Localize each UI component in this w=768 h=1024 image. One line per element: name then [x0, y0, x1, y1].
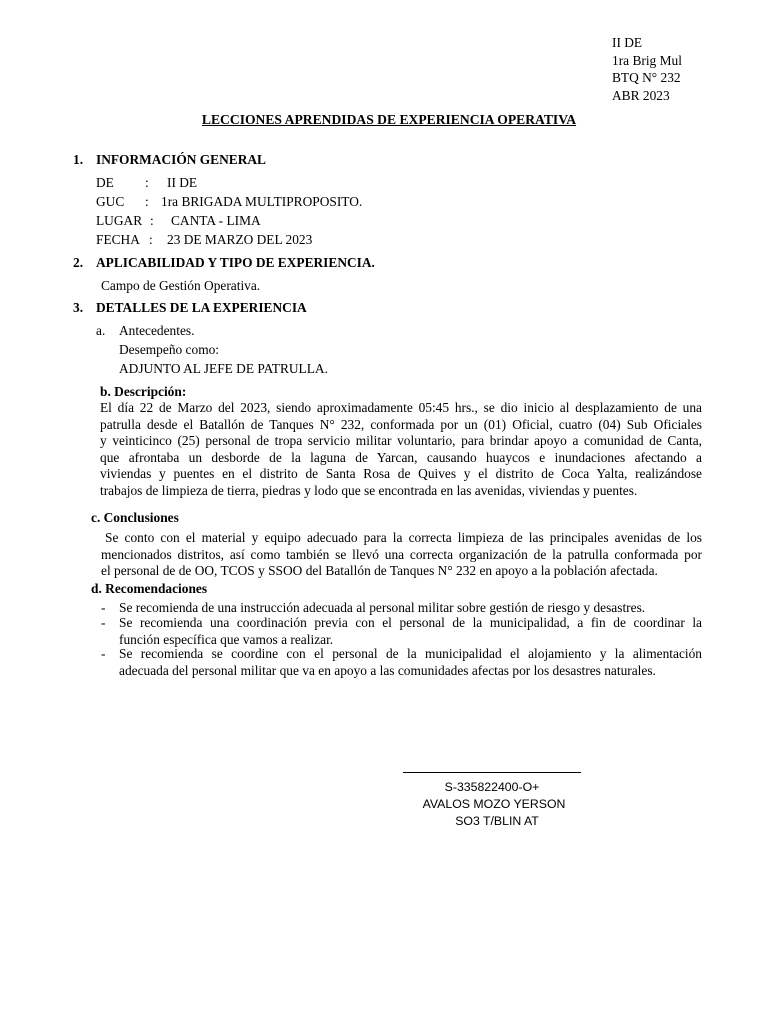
- field-value-lugar: CANTA - LIMA: [171, 213, 261, 228]
- section-3-heading: DETALLES DE LA EXPERIENCIA: [96, 300, 307, 315]
- subsection-a-role-label: Desempeño como:: [119, 342, 220, 357]
- subsection-b-heading: b. Descripción:: [100, 384, 187, 399]
- recommendation-text: [119, 615, 702, 648]
- section-2-heading: APLICABILIDAD Y TIPO DE EXPERIENCIA.: [96, 255, 375, 270]
- description-line: trabajos de limpieza de tierra, piedras y lodo que se encontrada en las avenidas, viviendas y puentes.: [100, 482, 638, 498]
- conclusion-line: mencionados distritos, así como también se llevó una correcta organización de la patrulla conformada por: [101, 546, 702, 562]
- field-sep-guc: :: [145, 194, 149, 209]
- subsection-d-heading: d. Recomendaciones: [91, 581, 208, 596]
- conclusion-line: Se conto con el material y equipo adecuado para la correcta limpieza de las principales avenidas de los: [105, 530, 702, 545]
- signature-line: [403, 772, 581, 773]
- recommendation-dash: -: [101, 600, 106, 615]
- field-sep-fecha: :: [149, 232, 153, 247]
- field-label-de: DE: [96, 175, 114, 190]
- document-header: [612, 34, 682, 104]
- field-label-guc: GUC: [96, 194, 125, 209]
- header-line-unit: II DE: [612, 35, 643, 50]
- field-sep-de: :: [145, 175, 149, 190]
- recommendation-dash: -: [101, 615, 106, 630]
- section-2-text: Campo de Gestión Operativa.: [101, 278, 261, 293]
- recommendation-text: [119, 646, 702, 679]
- field-value-guc: 1ra BRIGADA MULTIPROPOSITO.: [161, 194, 363, 209]
- field-value-fecha: 23 DE MARZO DEL 2023: [167, 232, 313, 247]
- conclusion-line: el personal de de OO, TCOS y SSOO del Batallón de Tanques N° 232 en apoyo a la población afectada.: [101, 563, 658, 578]
- signature-id: S-335822400-O+: [444, 780, 540, 794]
- subsection-a-role: ADJUNTO AL JEFE DE PATRULLA.: [119, 361, 328, 376]
- description-paragraph: [100, 400, 702, 499]
- section-1-number: 1.: [73, 152, 84, 167]
- signature-rank: SO3 T/BLIN AT: [455, 814, 539, 828]
- description-line: y veinticinco (25) personal de tropa servicio militar voluntario, para brindar apoyo a comunidad de Canta,: [100, 433, 702, 448]
- recommendation-line: adecuada del personal militar que va en apoyo a las comunidades afectas por los desastres naturales.: [119, 662, 656, 678]
- recommendation-line: Se recomienda una coordinación previa con el personal de la municipalidad, a fin de coordinar la: [119, 615, 702, 630]
- subsection-a-heading: Antecedentes.: [119, 323, 195, 338]
- subsection-c-heading: c. Conclusiones: [91, 510, 179, 525]
- field-value-de: II DE: [167, 175, 198, 190]
- description-line: patrulla desde el Batallón de Tanques N° 232, conformada por un (01) Oficial, cuatro (04) Sub Oficiales: [100, 416, 702, 432]
- recommendation-text: Se recomienda de una instrucción adecuada al personal militar sobre gestión de riesgo y desastres.: [119, 600, 646, 615]
- header-line-brigade: 1ra Brig Mul: [612, 52, 682, 68]
- recommendation-dash: -: [101, 646, 106, 661]
- description-line: que afrontaba un desborde de la laguna de Yarcan, causando huaycos e inundaciones afectando a: [100, 449, 702, 465]
- description-line: El día 22 de Marzo del 2023, siendo aproximadamente 05:45 hrs., se dio inicio al desplazamiento de una: [100, 400, 702, 415]
- section-2-number: 2.: [73, 255, 84, 270]
- field-label-fecha: FECHA: [96, 232, 140, 247]
- field-label-lugar: LUGAR: [96, 213, 143, 228]
- description-line: viviendas y puentes en el distrito de Santa Rosa de Quives y el distrito de Coca Yalta, realizándose: [100, 466, 702, 481]
- signature-name: AVALOS MOZO YERSON: [422, 797, 566, 811]
- section-1-heading: INFORMACIÓN GENERAL: [96, 152, 266, 167]
- section-3-number: 3.: [73, 300, 84, 315]
- conclusions-paragraph: [101, 530, 702, 580]
- header-line-date: ABR 2023: [612, 87, 670, 103]
- document-title: LECCIONES APRENDIDAS DE EXPERIENCIA OPERATIVA: [201, 112, 577, 127]
- header-line-battalion: BTQ N° 232: [612, 70, 681, 85]
- recommendation-line: función específica que vamos a realizar.: [119, 631, 334, 647]
- subsection-a-marker: a.: [96, 323, 106, 338]
- recommendation-line: Se recomienda se coordine con el personal de la municipalidad el alojamiento y la alimentación: [119, 646, 702, 661]
- field-sep-lugar: :: [150, 213, 154, 228]
